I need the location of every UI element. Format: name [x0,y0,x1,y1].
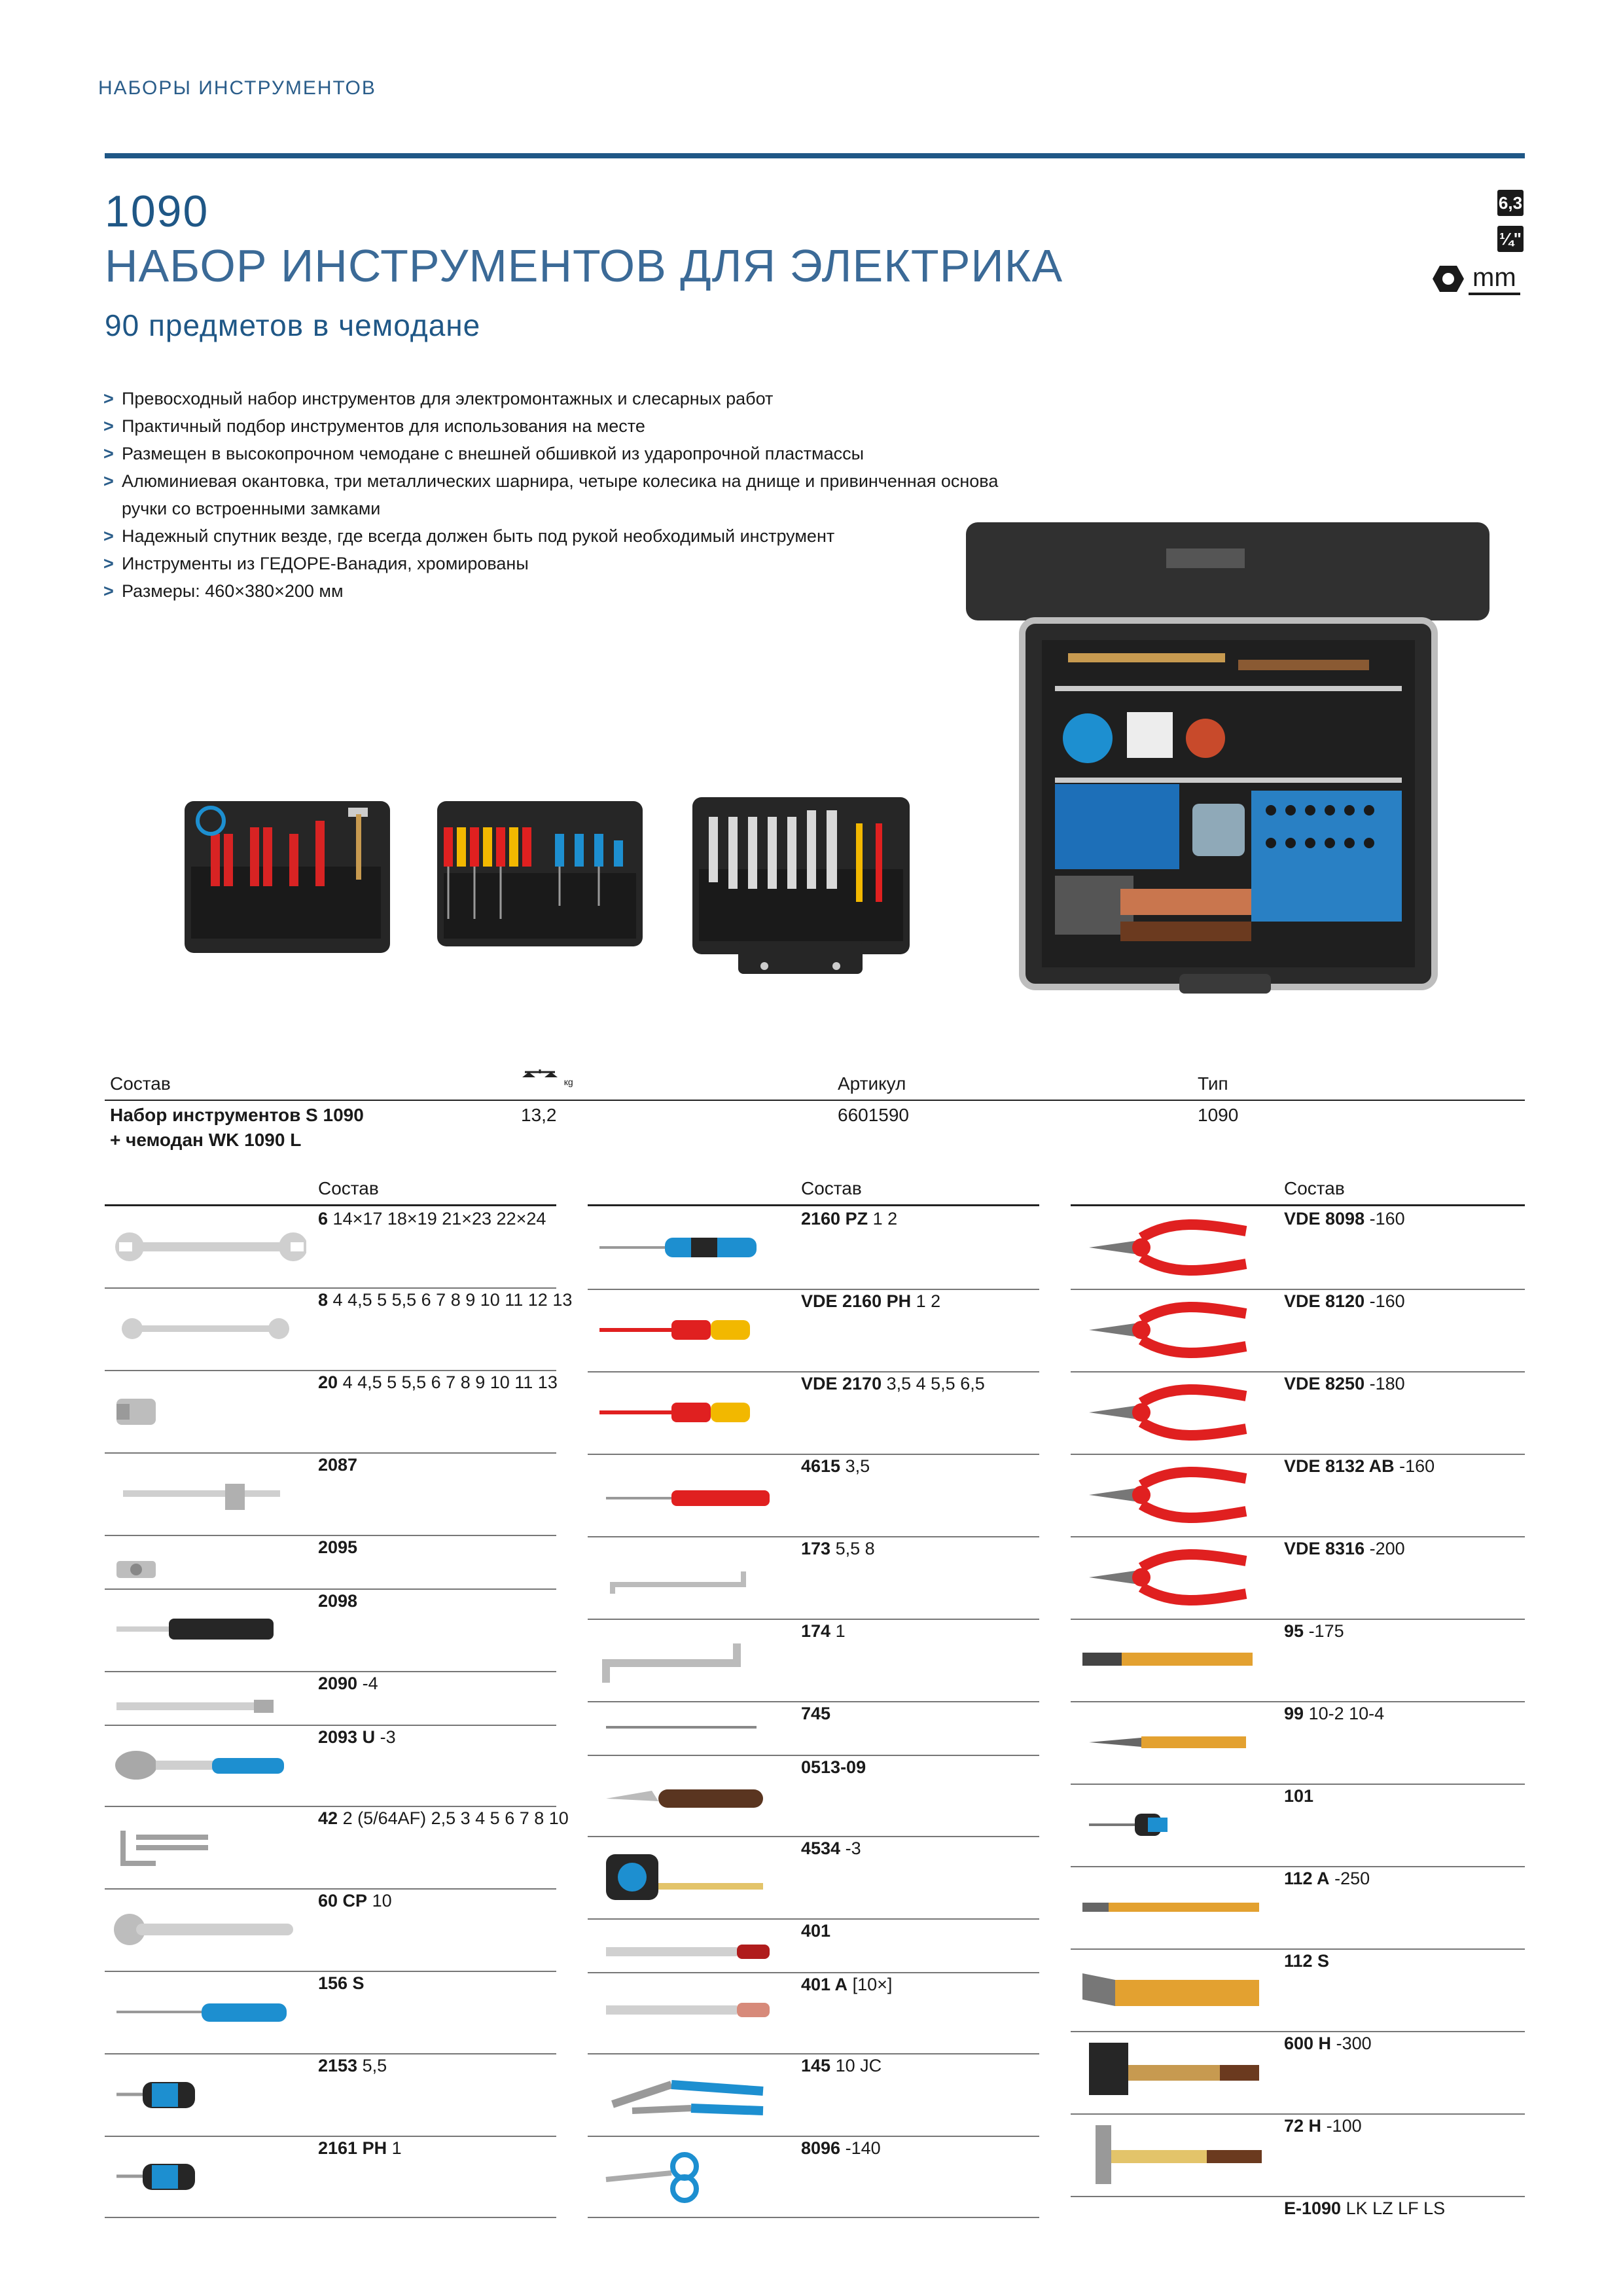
component-item [1071,1536,1525,1620]
component-number: VDE 2170 [801,1374,882,1393]
component-code [801,1621,846,1641]
component-number: 72 H [1284,2116,1322,2136]
component-number: 112 S [1284,1951,1330,1971]
component-spec: 10 [372,1891,392,1910]
component-number: 2095 [318,1537,358,1557]
component-spec: 1 2 [916,1291,941,1311]
component-item [105,1535,556,1590]
component-number: 2087 [318,1455,358,1475]
component-number: 20 [318,1372,338,1392]
component-spec: 4 4,5 5 5,5 6 7 8 9 10 11 13 [342,1372,558,1392]
column-header [588,1178,1039,1206]
component-spec: 3,5 4 5,5 6,5 [886,1374,985,1393]
component-number: 145 [801,2056,831,2075]
component-number: 8096 [801,2138,841,2158]
component-spec: -140 [845,2138,881,2158]
component-number: VDE 8316 [1284,1539,1365,1558]
component-item [1071,2113,1525,2197]
component-item [105,1671,556,1726]
component-spec: 3,5 [845,1456,870,1476]
component-item [1071,1371,1525,1455]
spec-header-type: Тип [1198,1073,1228,1094]
component-code [318,1727,396,1748]
component-item [105,1370,556,1454]
section-label: НАБОРЫ ИНСТРУМЕНТОВ [98,77,376,99]
drive-fraction-badge: ¼" [1497,226,1524,252]
component-number: E-1090 [1284,2198,1342,2218]
component-item [1071,1619,1525,1702]
component-code [801,1291,940,1312]
spec-weight: 13,2 [521,1105,557,1125]
component-number: 8 [318,1290,329,1310]
component-number: VDE 2160 PH [801,1291,912,1311]
component-spec: 1 2 [872,1209,898,1229]
component-code [1284,2198,1445,2219]
product-subtitle: 90 предметов в чемодане [105,308,481,342]
component-item [105,1287,573,1371]
component-item [105,1725,556,1807]
weight-header [521,1066,573,1092]
component-code [1284,1209,1405,1229]
component-item [1071,1784,1525,1867]
component-number: 174 [801,1621,831,1641]
feature-list [103,385,1007,605]
component-item [588,1454,1039,1537]
component-item [1071,2196,1525,2277]
tool-case-image [963,522,1493,999]
component-item [1071,1948,1525,2032]
component-spec: 10-2 10-4 [1308,1704,1385,1723]
product-number: 1090 [105,187,209,236]
component-spec: -300 [1336,2034,1372,2053]
component-item [588,1206,1039,1290]
product-title: НАБОР ИНСТРУМЕНТОВ ДЛЯ ЭЛЕКТРИКА [105,240,1063,291]
component-number: 2093 U [318,1727,376,1747]
component-item [588,1836,1039,1920]
component-item [1071,1289,1525,1372]
top-divider [105,153,1525,158]
spec-article: 6601590 [838,1105,910,1125]
component-number: 401 [801,1921,831,1941]
component-code [1284,1539,1405,1559]
feature-item: > Размеры: 460×380×200 мм [103,577,1007,605]
component-spec: 5,5 [362,2056,387,2075]
screwdriver-pouch-image [437,801,645,949]
component-code [318,1209,546,1229]
component-spec: 4 4,5 5 5,5 6 7 8 9 10 11 12 13 [332,1290,573,1310]
component-code [801,2056,882,2076]
component-item [1071,2031,1525,2115]
component-spec: LK LZ LF LS [1346,2198,1446,2218]
component-code [1284,1951,1329,1971]
component-spec: 1 [835,1621,846,1641]
feature-item: > Надежный спутник везде, где всегда должен быть под рукой необходимый инструмент [103,522,1007,550]
component-item [1071,1206,1525,1290]
component-code [1284,1786,1313,1806]
component-code [318,1372,558,1393]
component-item [1071,1866,1525,1950]
feature-item: > Превосходный набор инструментов для электромонтажных и слесарных работ [103,385,1007,412]
component-number: 95 [1284,1621,1304,1641]
component-number: 745 [801,1704,831,1723]
component-code [318,1591,357,1611]
component-spec: -200 [1369,1539,1405,1558]
component-item [105,1452,556,1536]
scale-weight-icon [521,1066,559,1088]
component-item [588,1701,1039,1756]
spec-header-composition: Состав [110,1073,171,1094]
component-number: VDE 8250 [1284,1374,1365,1393]
component-code [318,2056,387,2076]
component-number: 99 [1284,1704,1304,1723]
spec-table-divider [105,1100,1525,1101]
component-spec: -250 [1334,1869,1370,1888]
weight-unit-label: кg [563,1077,573,1087]
component-spec: -160 [1399,1456,1435,1476]
component-code [1284,1621,1344,1641]
component-code [801,1704,830,1724]
component-code [318,1537,357,1558]
component-number: 0513-09 [801,1757,866,1777]
component-number: 2153 [318,2056,358,2075]
component-number: 112 A [1284,1869,1330,1888]
component-code [318,1808,569,1829]
component-code [1284,2034,1372,2054]
component-code [318,1891,392,1911]
component-code [801,1757,866,1778]
column-header-label: Состав [1284,1178,1345,1198]
component-code [801,1839,861,1859]
component-spec: [10×] [852,1975,893,1994]
component-spec: -160 [1369,1209,1405,1229]
component-code [1284,1374,1405,1394]
component-number: 2090 [318,1674,358,1693]
component-code [801,1374,985,1394]
component-item [105,1588,556,1672]
component-item [588,1289,1039,1372]
hex-nut-icon [1432,264,1465,294]
component-code [1284,1704,1384,1724]
column-header-label: Состав [318,1178,379,1198]
component-item [105,1806,569,1890]
component-code [1284,2116,1362,2136]
spec-header-article: Артикул [838,1073,906,1094]
component-spec: -175 [1308,1621,1344,1641]
metric-unit-label: mm [1469,263,1520,295]
component-spec: -3 [845,1839,861,1858]
column-header [105,1178,556,1206]
component-item [588,1536,1039,1620]
component-number: VDE 8132 AB [1284,1456,1395,1476]
component-code [801,2138,881,2159]
component-code [1284,1456,1435,1477]
component-spec: -100 [1326,2116,1362,2136]
component-number: 2098 [318,1591,358,1611]
feature-item: > Размещен в высокопрочном чемодане с внешней обшивкой из ударопрочной пластмассы [103,440,1007,467]
spec-composition-line: + чемодан WK 1090 L [110,1130,302,1150]
component-spec: 2 (5/64AF) 2,5 3 4 5 6 7 8 10 [342,1808,569,1828]
component-item [105,2136,556,2218]
component-number: 6 [318,1209,329,1229]
component-spec: -160 [1369,1291,1405,1311]
drive-size-badge: 6,3 [1497,190,1524,216]
component-number: 42 [318,1808,338,1828]
spec-composition [110,1105,364,1151]
component-code [1284,1291,1405,1312]
pliers-pouch-image [185,795,393,956]
feature-item: > Практичный подбор инструментов для использования на месте [103,412,1007,440]
component-number: VDE 8098 [1284,1209,1365,1229]
component-item [588,2053,1039,2137]
component-item [588,2136,1039,2218]
component-code [801,1539,875,1559]
component-spec: 10 JC [835,2056,882,2075]
component-spec: -3 [380,1727,396,1747]
component-spec: -180 [1369,1374,1405,1393]
column-header [1071,1178,1525,1206]
component-item [1071,1454,1525,1537]
feature-item: > Инструменты из ГЕДОРЕ-Ванадия, хромированы [103,550,1007,577]
component-number: 4534 [801,1839,841,1858]
component-code [318,1455,357,1475]
component-code [1284,1869,1370,1889]
component-spec: 1 [391,2138,402,2158]
component-number: 2160 PZ [801,1209,868,1229]
component-code [318,1674,378,1694]
component-code [801,1209,897,1229]
component-number: 101 [1284,1786,1314,1806]
component-number: 156 S [318,1973,365,1993]
component-item [1071,1701,1525,1785]
component-code [318,1290,572,1310]
metric-badge [1432,262,1524,296]
component-number: 60 CP [318,1891,368,1910]
component-item [588,1619,1039,1702]
component-spec: -4 [362,1674,378,1693]
component-spec: 5,5 8 [835,1539,875,1558]
component-spec: 14×17 18×19 21×23 22×24 [332,1209,546,1229]
component-number: 173 [801,1539,831,1558]
feature-item: > Алюминиевая окантовка, три металлических шарнира, четыре колесика на днище и привинченная основа ручки со встроенными замками [103,467,1007,522]
component-number: 401 A [801,1975,848,1994]
component-item [105,1888,556,1972]
component-code [801,1921,830,1941]
component-code [318,1973,365,1994]
spec-composition-line: Набор инструментов S 1090 [110,1105,364,1125]
component-number: VDE 8120 [1284,1291,1365,1311]
component-code [801,1975,892,1995]
column-header-label: Состав [801,1178,862,1198]
component-code [801,1456,870,1477]
component-item [588,1972,1039,2054]
component-number: 2161 PH [318,2138,387,2158]
component-item [588,1755,1039,1837]
component-code [318,2138,402,2159]
component-item [105,1971,556,2054]
spec-type: 1090 [1198,1105,1239,1125]
component-number: 600 H [1284,2034,1332,2053]
component-number: 4615 [801,1456,841,1476]
component-item [105,1206,556,1289]
wrench-pouch-image [692,797,912,978]
component-item [588,1371,1039,1455]
component-item [588,1918,1039,1973]
component-item [105,2053,556,2137]
